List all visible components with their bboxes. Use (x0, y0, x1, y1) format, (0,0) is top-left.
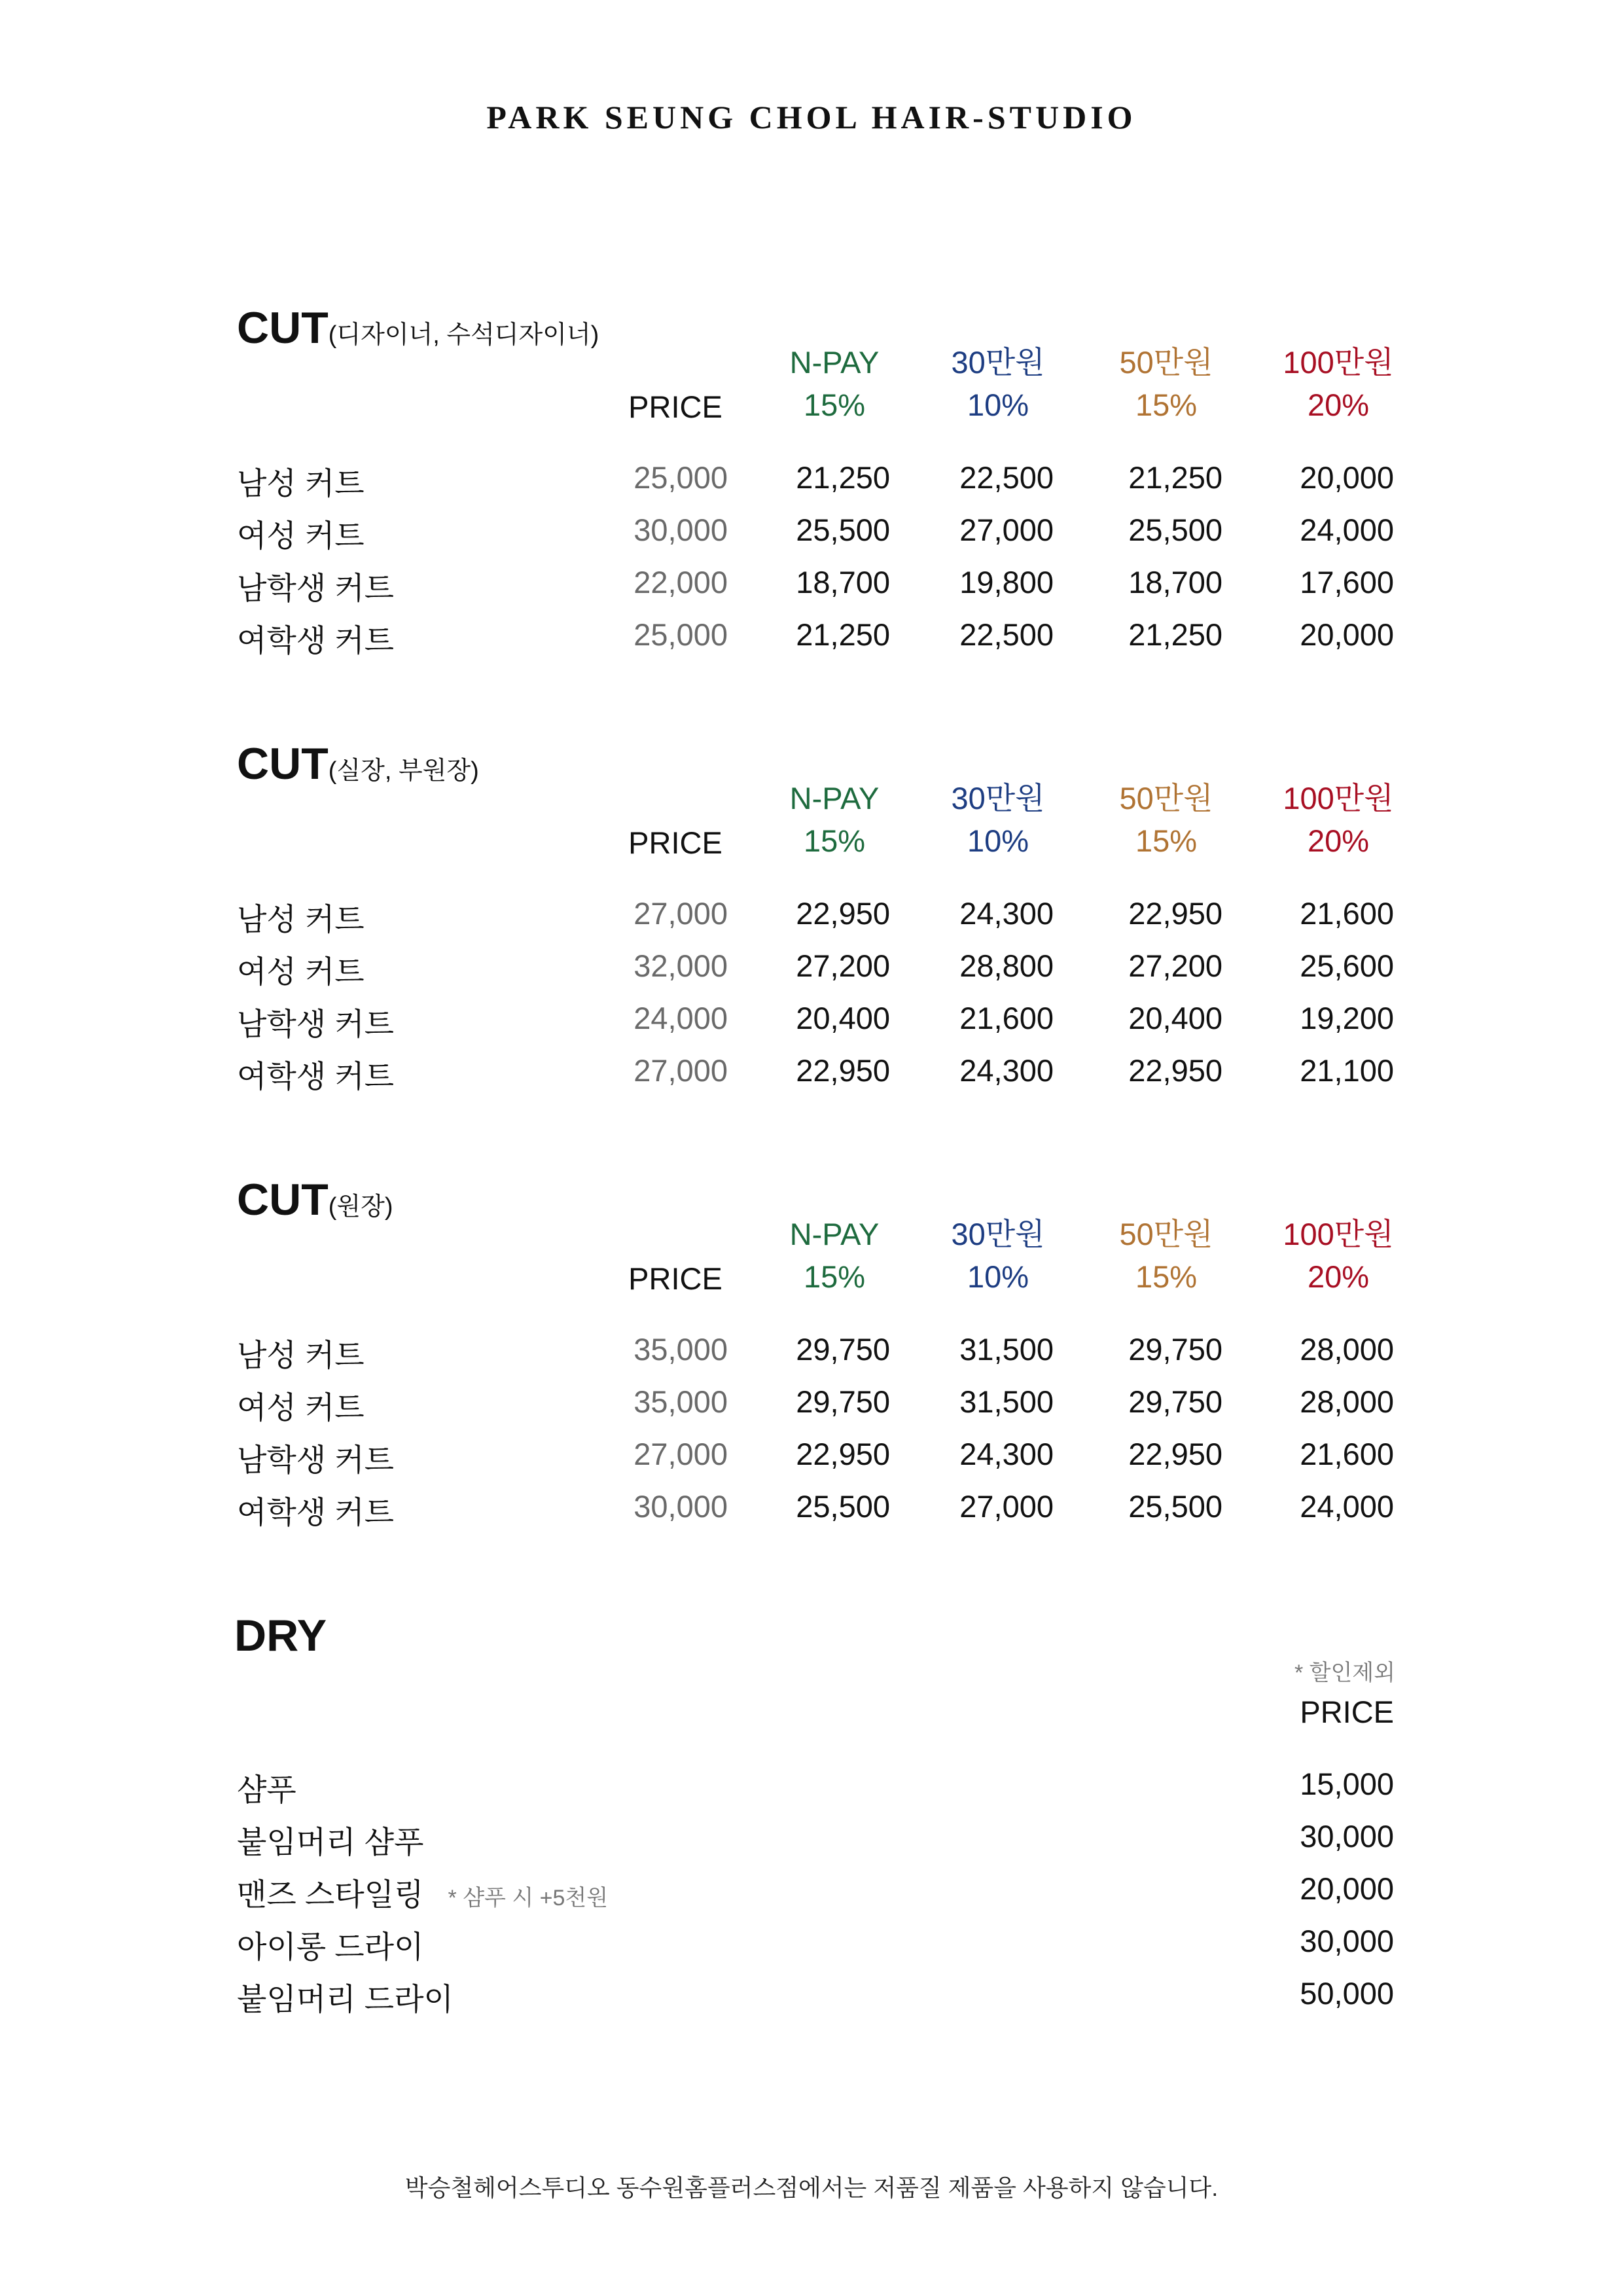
npay-price: 20,400 (796, 1001, 890, 1035)
price-50: 21,250 (1128, 617, 1222, 652)
price-50: 25,500 (1128, 512, 1222, 547)
base-price: 25,000 (633, 617, 728, 652)
npay-price: 25,500 (796, 512, 890, 547)
price-30: 27,000 (959, 512, 1054, 547)
table-row (0, 1052, 1623, 1105)
price-30: 27,000 (959, 1489, 1054, 1524)
col-price-label: PRICE (1300, 1695, 1394, 1729)
service-price: 30,000 (1300, 1819, 1394, 1854)
npay-price: 18,700 (796, 565, 890, 600)
service-name: 샴푸 (237, 1772, 296, 1807)
table-row (0, 895, 1623, 948)
price-30: 24,300 (959, 1437, 1054, 1471)
price-100: 21,600 (1300, 1437, 1394, 1471)
price-50: 27,200 (1128, 948, 1222, 983)
service-name: 여학생 커트 (237, 1059, 395, 1094)
section-title-main: CUT (237, 1175, 329, 1225)
table-row (0, 512, 1623, 564)
service-name: 여학생 커트 (237, 623, 395, 658)
section-title (237, 1174, 393, 1225)
base-price: 27,000 (633, 1437, 728, 1471)
npay-price: 22,950 (796, 1437, 890, 1471)
table-row (0, 1488, 1623, 1541)
service-name: 여성 커트 (237, 1390, 365, 1425)
service-price: 30,000 (1300, 1924, 1394, 1958)
price-50: 21,250 (1128, 460, 1222, 495)
col-50-label: 50만원 (1119, 1217, 1213, 1251)
service-name: 여학생 커트 (237, 1495, 395, 1530)
price-100: 20,000 (1300, 460, 1394, 495)
col-50-rate: 15% (1135, 823, 1198, 858)
price-50: 22,950 (1128, 896, 1222, 931)
table-row (0, 1331, 1623, 1384)
service-name: 맨즈 스타일링 (237, 1877, 424, 1912)
base-price: 35,000 (633, 1384, 728, 1419)
section-title-main: CUT (237, 739, 329, 789)
price-30: 19,800 (959, 565, 1054, 600)
base-price: 22,000 (633, 565, 728, 600)
npay-price: 29,750 (796, 1384, 890, 1419)
price-100: 21,600 (1300, 896, 1394, 931)
price-100: 24,000 (1300, 512, 1394, 547)
price-100: 21,100 (1300, 1053, 1394, 1088)
service-name: 여성 커트 (237, 518, 365, 553)
price-50: 29,750 (1128, 1332, 1222, 1367)
base-price: 27,000 (633, 1053, 728, 1088)
section-title-main: CUT (237, 303, 329, 353)
npay-price: 29,750 (796, 1332, 890, 1367)
base-price: 24,000 (633, 1001, 728, 1035)
price-30: 31,500 (959, 1332, 1054, 1367)
table-row (0, 1000, 1623, 1052)
npay-price: 25,500 (796, 1489, 890, 1524)
price-30: 21,600 (959, 1001, 1054, 1035)
price-30: 24,300 (959, 1053, 1054, 1088)
base-price: 30,000 (633, 512, 728, 547)
col-50-label: 50만원 (1119, 781, 1213, 816)
col-100-rate: 20% (1307, 387, 1370, 422)
price-100: 25,600 (1300, 948, 1394, 983)
price-50: 22,950 (1128, 1437, 1222, 1471)
service-name: 남성 커트 (237, 902, 365, 937)
price-100: 19,200 (1300, 1001, 1394, 1035)
base-price: 30,000 (633, 1489, 728, 1524)
price-50: 22,950 (1128, 1053, 1222, 1088)
col-30-rate: 10% (967, 1259, 1029, 1294)
price-100: 24,000 (1300, 1489, 1394, 1524)
footer-notice: 박승철헤어스투디오 동수원홈플러스점에서는 저품질 제품을 사용하지 않습니다. (404, 2174, 1219, 2201)
section-title (237, 302, 599, 353)
col-50-rate: 15% (1135, 387, 1198, 422)
list-item (0, 1871, 1623, 1923)
price-50: 18,700 (1128, 565, 1222, 600)
price-100: 28,000 (1300, 1332, 1394, 1367)
service-price: 50,000 (1300, 1976, 1394, 2011)
base-price: 32,000 (633, 948, 728, 983)
service-name: 아이롱 드라이 (237, 1929, 424, 1964)
price-50: 29,750 (1128, 1384, 1222, 1419)
service-name-with-note (237, 1871, 608, 1914)
service-name: 여성 커트 (237, 954, 365, 989)
section-subtitle: (실장, 부원장) (328, 757, 479, 785)
col-30-rate: 10% (967, 823, 1029, 858)
col-30-label: 30만원 (951, 1217, 1045, 1251)
service-price: 20,000 (1300, 1871, 1394, 1906)
base-price: 27,000 (633, 896, 728, 931)
list-item (0, 1818, 1623, 1871)
table-row (0, 564, 1623, 617)
col-price-label: PRICE (628, 1261, 722, 1296)
service-name: 붙임머리 드라이 (237, 1982, 454, 2017)
price-100: 20,000 (1300, 617, 1394, 652)
price-30: 22,500 (959, 460, 1054, 495)
table-row (0, 948, 1623, 1000)
service-price: 15,000 (1300, 1767, 1394, 1801)
col-30-rate: 10% (967, 387, 1029, 422)
col-npay-rate: 15% (803, 823, 866, 858)
section-subtitle: (디자이너, 수석디자이너) (328, 321, 599, 349)
col-price-label: PRICE (628, 825, 722, 860)
service-name: 남성 커트 (237, 1338, 365, 1372)
section-subtitle: (원장) (328, 1193, 393, 1221)
col-npay-rate: 15% (803, 387, 866, 422)
service-name: 붙임머리 샴푸 (237, 1825, 424, 1859)
service-name: 남학생 커트 (237, 1443, 395, 1477)
service-name: 남성 커트 (237, 466, 365, 501)
list-item (0, 1766, 1623, 1818)
discount-exclusion-note: * 할인제외 (1294, 1660, 1395, 1685)
col-npay-rate: 15% (803, 1259, 866, 1294)
npay-price: 21,250 (796, 617, 890, 652)
col-30-label: 30만원 (951, 345, 1045, 380)
brand-title: PARK SEUNG CHOL HAIR-STUDIO (486, 99, 1137, 135)
list-item (0, 1923, 1623, 1975)
npay-price: 22,950 (796, 1053, 890, 1088)
col-100-label: 100만원 (1283, 781, 1394, 816)
col-npay-label: N-PAY (789, 345, 880, 380)
price-30: 24,300 (959, 896, 1054, 931)
service-name: 남학생 커트 (237, 1007, 395, 1041)
col-100-label: 100만원 (1283, 1217, 1394, 1251)
col-100-rate: 20% (1307, 1259, 1370, 1294)
col-100-rate: 20% (1307, 823, 1370, 858)
npay-price: 21,250 (796, 460, 890, 495)
col-100-label: 100만원 (1283, 345, 1394, 380)
col-npay-label: N-PAY (789, 1217, 880, 1251)
table-row (0, 1384, 1623, 1436)
price-30: 31,500 (959, 1384, 1054, 1419)
npay-price: 22,950 (796, 896, 890, 931)
col-npay-label: N-PAY (789, 781, 880, 816)
table-row (0, 459, 1623, 512)
table-row (0, 617, 1623, 669)
npay-price: 27,200 (796, 948, 890, 983)
price-50: 25,500 (1128, 1489, 1222, 1524)
service-note: * 샴푸 시 +5천원 (448, 1886, 609, 1910)
base-price: 35,000 (633, 1332, 728, 1367)
price-100: 17,600 (1300, 565, 1394, 600)
service-name: 남학생 커트 (237, 571, 395, 605)
section-title (237, 738, 479, 789)
col-30-label: 30만원 (951, 781, 1045, 816)
table-row (0, 1436, 1623, 1488)
base-price: 25,000 (633, 460, 728, 495)
section-title (234, 1610, 327, 1661)
price-30: 28,800 (959, 948, 1054, 983)
col-50-label: 50만원 (1119, 345, 1213, 380)
list-item (0, 1975, 1623, 2028)
col-price-label: PRICE (628, 389, 722, 424)
price-30: 22,500 (959, 617, 1054, 652)
col-50-rate: 15% (1135, 1259, 1198, 1294)
price-50: 20,400 (1128, 1001, 1222, 1035)
price-100: 28,000 (1300, 1384, 1394, 1419)
section-title-main: DRY (234, 1611, 327, 1660)
